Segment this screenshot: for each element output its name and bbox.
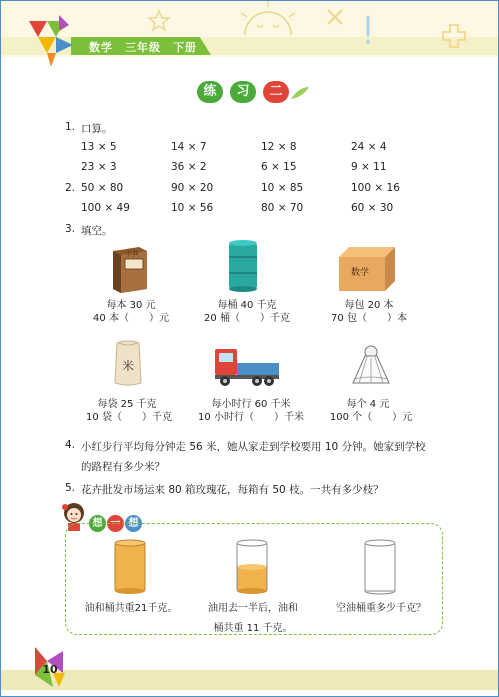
star-decoration-icon [147, 9, 171, 33]
plus-decoration-icon [441, 23, 467, 49]
fill-line-2: 40 本（ ）元 [93, 313, 169, 324]
empty-bucket-icon [363, 539, 397, 595]
math-expression: 10 × 85 [261, 182, 304, 194]
think-text: 油和桶共重21千克。 [84, 603, 178, 614]
math-expression: 9 × 11 [351, 161, 387, 173]
header-title: 数学 三年级 下册 [89, 41, 197, 54]
fill-line-2: 20 桶（ ）千克 [204, 313, 290, 324]
math-expression: 10 × 56 [171, 202, 214, 214]
question-number: 1. [65, 121, 76, 133]
fill-line-2: 100 个（ ）元 [329, 412, 413, 423]
think-text: 空油桶重多少千克？ [336, 603, 426, 614]
math-expression: 80 × 70 [261, 202, 304, 214]
math-expression: 90 × 20 [171, 182, 214, 194]
question-number: 4. [65, 439, 76, 451]
half-oil-bucket-icon [235, 539, 269, 595]
full-oil-bucket-icon [113, 539, 147, 595]
fill-line-1: 每桶 40 千克 [217, 300, 277, 311]
math-expression: 100 × 16 [351, 182, 400, 194]
cross-decoration-icon [323, 5, 347, 29]
section-title-char: 练 [197, 81, 223, 103]
fill-line-2: 10 袋（ ）千克 [86, 412, 172, 423]
math-expression: 50 × 80 [81, 182, 124, 194]
math-expression: 100 × 49 [81, 202, 130, 214]
fill-line-2: 70 包（ ）本 [331, 313, 407, 324]
question-number: 2. [65, 182, 76, 194]
math-expression: 36 × 2 [171, 161, 207, 173]
question-text: 花卉批发市场运来 80 箱玫瑰花，每箱有 50 枝。一共有多少枝？ [81, 484, 384, 496]
math-expression: 6 × 15 [261, 161, 297, 173]
think-badge-char: 想 [89, 515, 106, 532]
fill-line-2: 10 小时行（ ）千米 [198, 412, 304, 423]
question-text: 小红步行平均每分钟走 56 米，她从家走到学校要用 10 分钟。她家到学校 [81, 441, 426, 453]
exclamation-decoration-icon [361, 15, 375, 45]
question-title: 填空。 [81, 225, 113, 237]
box-label: 数学 [350, 268, 369, 278]
math-expression: 12 × 8 [261, 141, 297, 153]
think-text: 桶共重 11 千克。 [213, 623, 293, 634]
truck-icon [213, 345, 281, 387]
math-expression: 60 × 30 [351, 202, 394, 214]
fill-line-1: 每袋 25 千克 [97, 399, 157, 410]
think-badge-char: 一 [107, 515, 124, 532]
think-text: 油用去一半后，油和 [208, 603, 298, 614]
fill-line-1: 每本 30 元 [106, 300, 156, 311]
math-expression: 14 × 7 [171, 141, 207, 153]
fill-line-1: 每小时行 60 千米 [211, 399, 291, 410]
footer-band [1, 670, 499, 690]
shuttlecock-icon [351, 345, 391, 387]
math-expression: 13 × 5 [81, 141, 117, 153]
rice-bag-label: 米 [121, 359, 134, 373]
math-expression: 24 × 4 [351, 141, 387, 153]
section-title [197, 81, 309, 105]
dictionary-label: 字典 [125, 250, 139, 258]
leaf-icon [289, 85, 311, 101]
fill-line-1: 每个 4 元 [346, 399, 390, 410]
tangram-logo-icon [29, 15, 81, 69]
think-badge-char: 想 [125, 515, 142, 532]
question-title: 口算。 [81, 123, 113, 135]
oil-barrel-icon [227, 239, 259, 293]
page-number: 10 [42, 663, 58, 676]
math-expression: 23 × 3 [81, 161, 117, 173]
section-title-char: 习 [230, 81, 256, 103]
sun-decoration-icon [233, 1, 303, 35]
question-number: 3. [65, 223, 76, 235]
section-title-char: 二 [263, 81, 289, 103]
fill-line-1: 每包 20 本 [344, 300, 394, 311]
question-text: 的路程有多少米？ [81, 461, 165, 473]
question-number: 5. [65, 482, 76, 494]
